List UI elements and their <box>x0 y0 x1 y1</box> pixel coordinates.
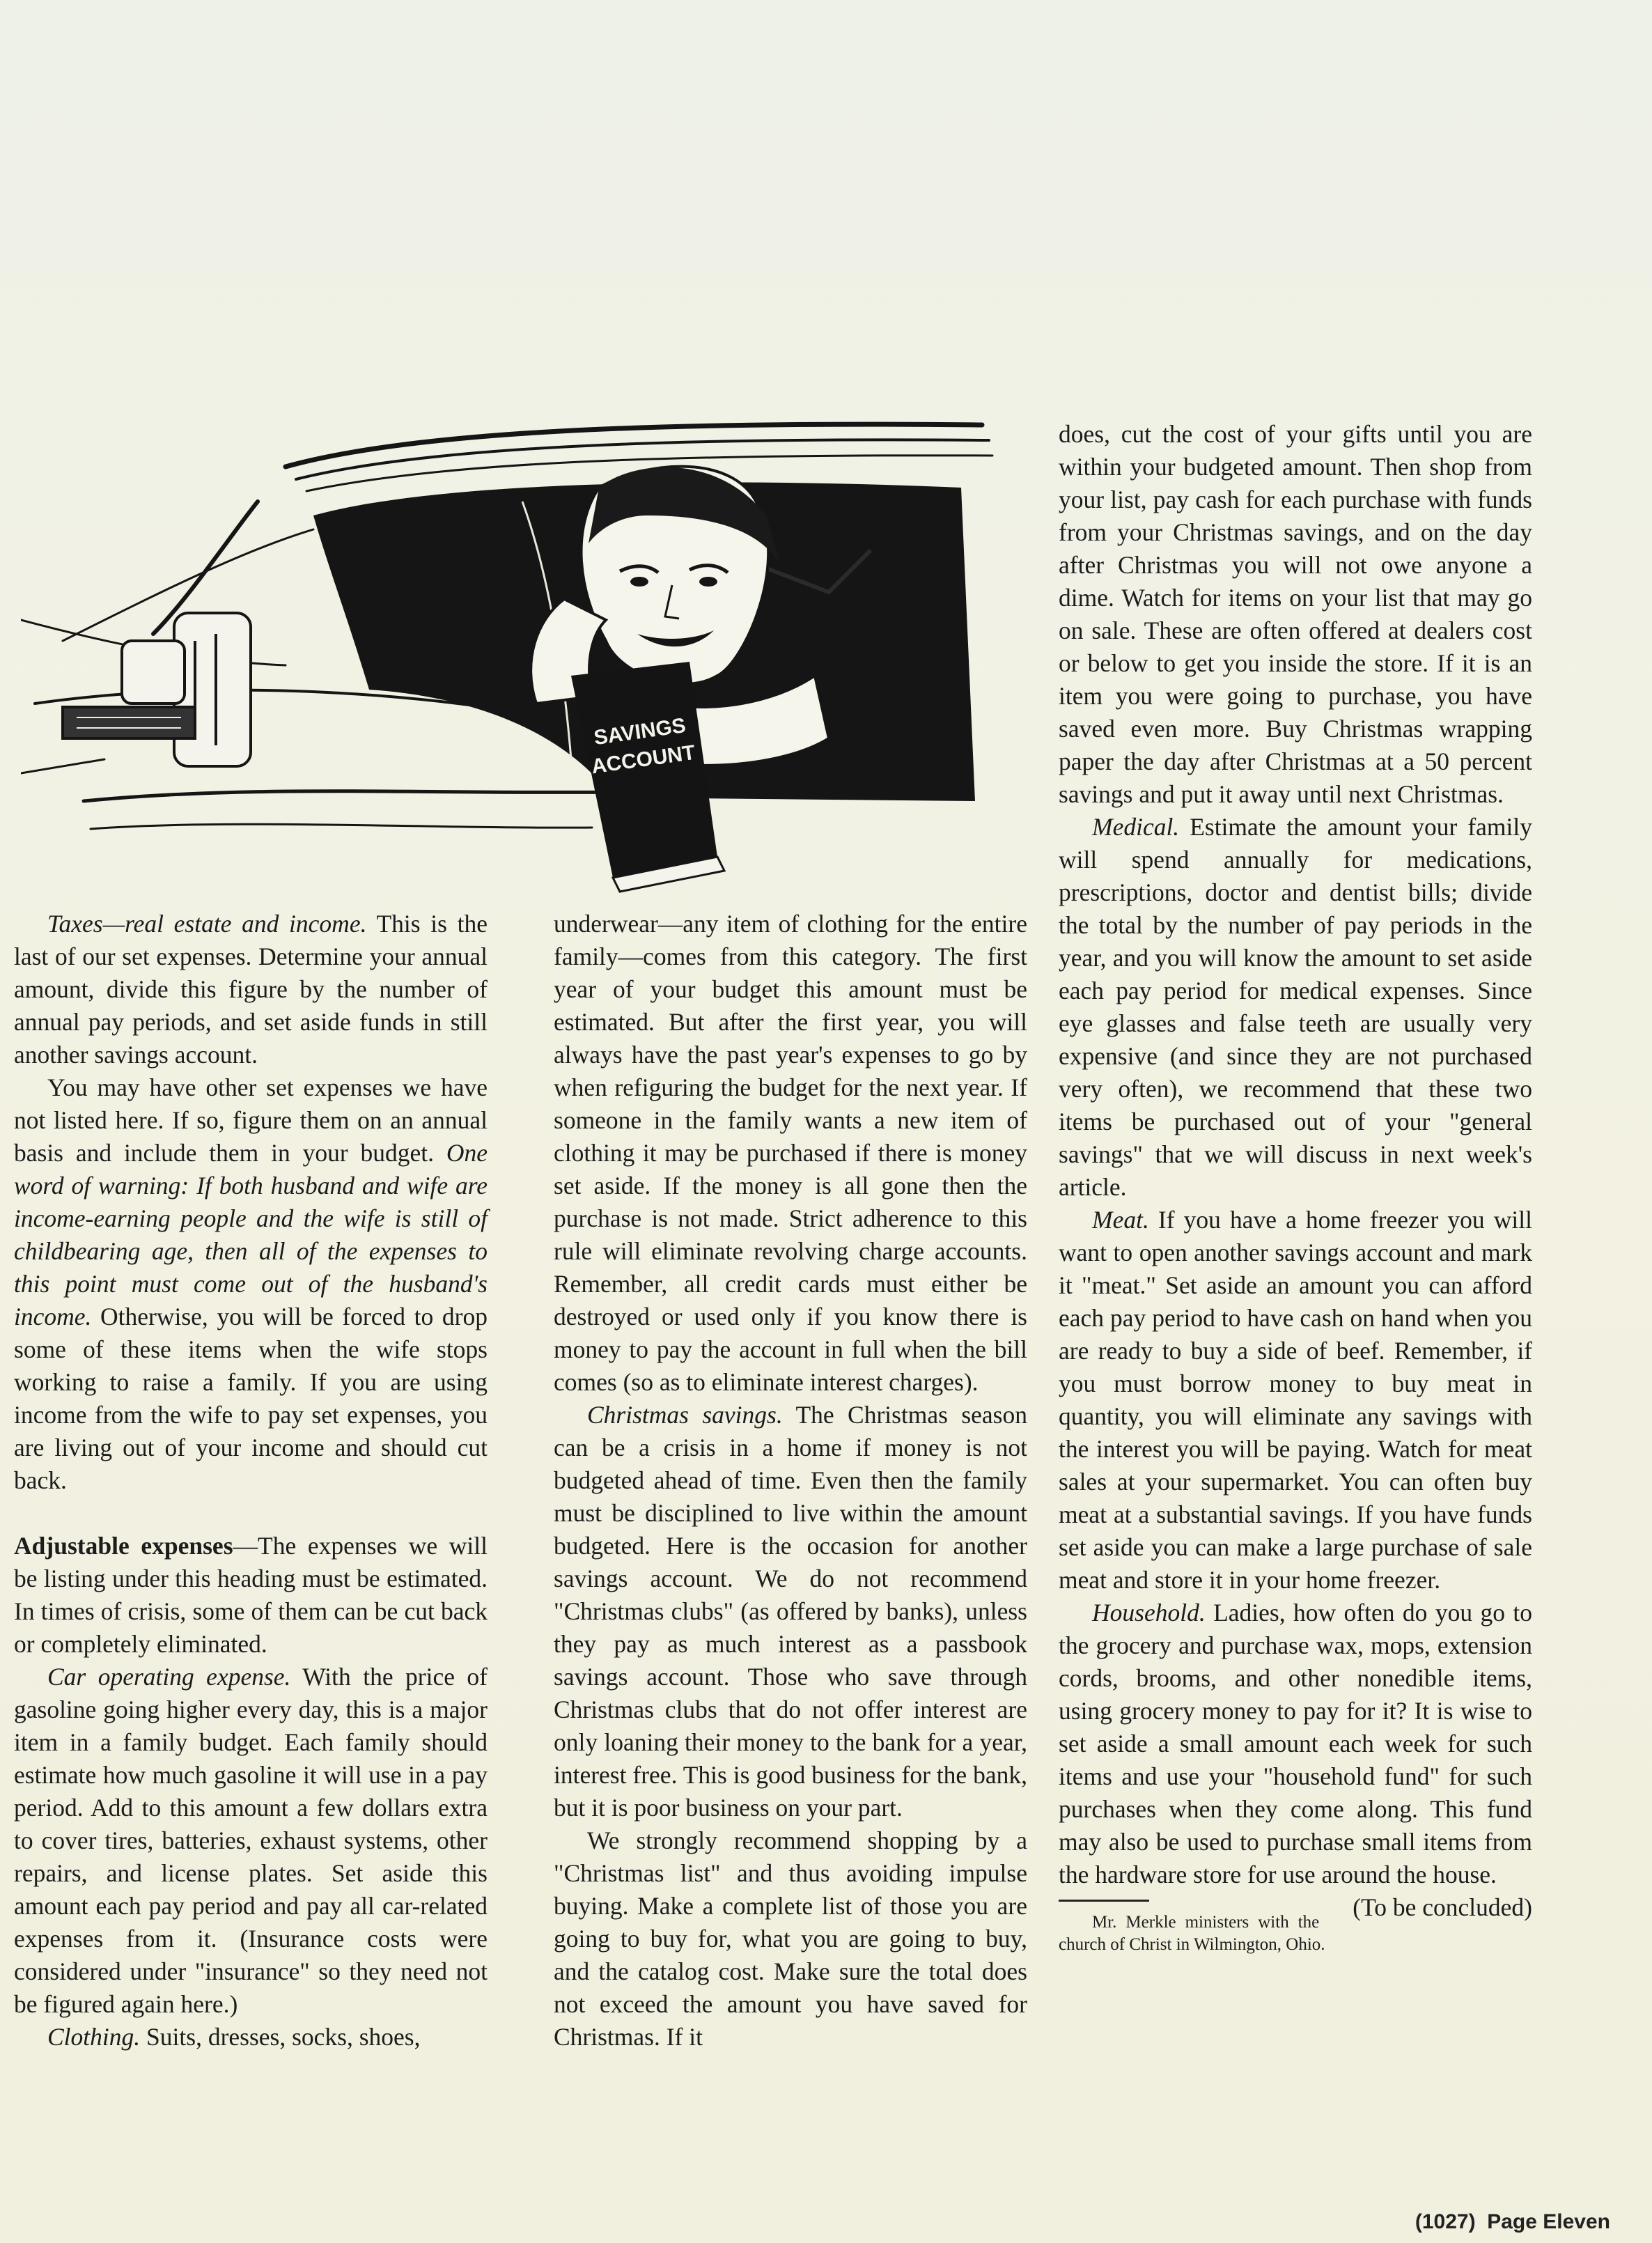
other-expenses-tail: Otherwise, you will be forced to drop some of these items when the wife stops working to raise a family. If you are using income from the wife to pay set expenses, you are living out of your income and should cut back. <box>14 1303 488 1494</box>
car-expense-lead: Car operating expense. <box>47 1663 291 1691</box>
adjustable-expenses-heading: Adjustable expenses <box>14 1532 233 1560</box>
side-mirror <box>63 613 251 766</box>
household-lead: Household. <box>1092 1599 1206 1627</box>
article-column-1 <box>14 908 488 2054</box>
to-be-concluded-note: (To be concluded) <box>1353 1893 1532 1921</box>
christmas-savings-lead: Christmas savings. <box>587 1401 783 1429</box>
taxes-lead: Taxes—real estate and income. <box>47 910 367 938</box>
meat-body: If you have a home freezer you will want to open another savings account and mark it "meat." Set aside an amount you can afford each pay period to have cash on hand when you are ready to buy a side of beef. Remember, if you must borrow money to buy meat in quantity, you will eliminate any savings with the interest you will be paying. Watch for meat sales at your supermarket. You can often buy meat at a substantial savings. If you have funds set aside you can make a large purchase of sale meat and store it in your home freezer. <box>1059 1206 1532 1594</box>
other-expenses-body: You may have other set expenses we have not listed here. If so, figure them on an annual basis and include them in your budget. <box>14 1073 488 1167</box>
booklet-label-savings: SAVINGS <box>592 714 687 750</box>
taxes-paragraph <box>14 908 488 1071</box>
booklet-label-account: ACCOUNT <box>590 740 697 779</box>
taxes-body: This is the last of our set expenses. Determine your annual amount, divide this figure by the number of annual pay periods, and set aside funds in still another savings account. <box>14 910 488 1069</box>
folio-number: (1027) <box>1415 2210 1476 2233</box>
folio-label: Page Eleven <box>1487 2210 1610 2233</box>
medical-body: Estimate the amount your family will spend annually for medications, prescriptions, doctor and dentist bills; divide the total by the number of pay periods in the year, and you will know the amount to set aside each pay period for medical expenses. Since eye glasses and false teeth are usually very expensive (and since they are not purchased very often), we recommend that these two items be purchased out of your "general savings" that we will discuss in next week's article. <box>1059 813 1532 1201</box>
car-expense-paragraph <box>14 1661 488 2021</box>
medical-paragraph <box>1059 811 1532 1204</box>
clothing-paragraph <box>14 2021 488 2054</box>
adjustable-expenses-body: —The expenses we will be listing under this heading must be estimated. In times of crisis, some of them can be cut back or completely eliminated. <box>14 1532 488 1658</box>
meat-paragraph <box>1059 1204 1532 1597</box>
meat-lead: Meat. <box>1092 1206 1149 1234</box>
car-expense-body: With the price of gasoline going higher every day, this is a major item in a family budget. Each family should estimate how much gasoline it will use in a pay period. Add to this amount a few dollars extra to cover tires, batteries, exhaust systems, other repairs, and license plates. Set aside this amount each pay period and pay all car-related expenses from it. (Insurance costs were considered under "insurance" so they need not be figured again here.) <box>14 1663 488 2018</box>
page-folio <box>1415 2210 1610 2234</box>
car-window-illustration <box>21 411 1017 930</box>
warning-italic: One word of warning: If both husband and wife are income-earning people and the wife is still of childbearing age, then all of the expenses to this point must come out of the husband's income. <box>14 1139 488 1330</box>
clothing-continued-paragraph: underwear—any item of clothing for the entire family—comes from this category. The first year of your budget this amount must be estimated. But after the first year, you will always have the past year's expenses to go by when refiguring the budget for the next year. If someone in the family wants a new item of clothing it may be purchased if there is money set aside. If the money is all gone then the purchase is not made. Strict adherence to this rule will eliminate revolving charge accounts. Remember, all credit cards must either be destroyed or used only if you know there is money to pay the account in full when the bill comes (so as to eliminate interest charges). <box>554 910 1027 1396</box>
other-expenses-paragraph <box>14 1071 488 1497</box>
author-footnote: Mr. Merkle ministers with the church of Christ in Wilmington, Ohio. <box>1059 1913 1325 1954</box>
gifts-continued-paragraph: does, cut the cost of your gifts until you are within your budgeted amount. Then shop from your list, pay cash for each purchase with funds from your Christmas savings, and on the day after Christmas you will not owe anyone a dime. Watch for items on your list that may go on sale. These are often offered at dealers cost or below to get you inside the store. If it is an item you were going to purchase, you have saved even more. Buy Christmas wrapping paper the day after Christmas at a 50 percent savings and put it away until next Christmas. <box>1059 420 1532 808</box>
christmas-savings-paragraph <box>554 1399 1027 1824</box>
christmas-list-paragraph: We strongly recommend shopping by a "Christmas list" and thus avoiding impulse buying. Make a complete list of those you are going to buy for, what you are going to buy, and the catalog cost. Make sure the total does not exceed the amount you have saved for Christmas. If it <box>554 1826 1027 2051</box>
medical-lead: Medical. <box>1092 813 1180 841</box>
christmas-savings-body: The Christmas season can be a crisis in a home if money is not budgeted ahead of time. Even then the family must be disciplined to live within the amount budgeted. Here is the occasion for another savings account. We do not recommend "Christmas clubs" (as offered by banks), unless they pay as much interest as a passbook savings account. Those who save through Christmas clubs that do not offer interest are only loaning their money to the bank for a year, interest free. This is good business for the bank, but it is poor business on your part. <box>554 1401 1027 1822</box>
article-column-2 <box>554 908 1027 2054</box>
household-paragraph <box>1059 1597 1532 1921</box>
clothing-body: Suits, dresses, socks, shoes, <box>140 2023 421 2051</box>
household-body: Ladies, how often do you go to the grocery and purchase wax, mops, extension cords, brooms, and other nonedible items, using grocery money to pay for it? It is wise to set aside a small amount each week for such items and use your "household fund" for such purchases when they come along. This fund may also be used to purchase small items from the hardware store for use around the house. <box>1059 1599 1532 1888</box>
footnote-divider <box>1059 1900 1149 1902</box>
clothing-lead: Clothing. <box>47 2023 141 2051</box>
article-column-3 <box>1059 418 1532 1956</box>
adjustable-expenses-paragraph <box>14 1530 488 1661</box>
